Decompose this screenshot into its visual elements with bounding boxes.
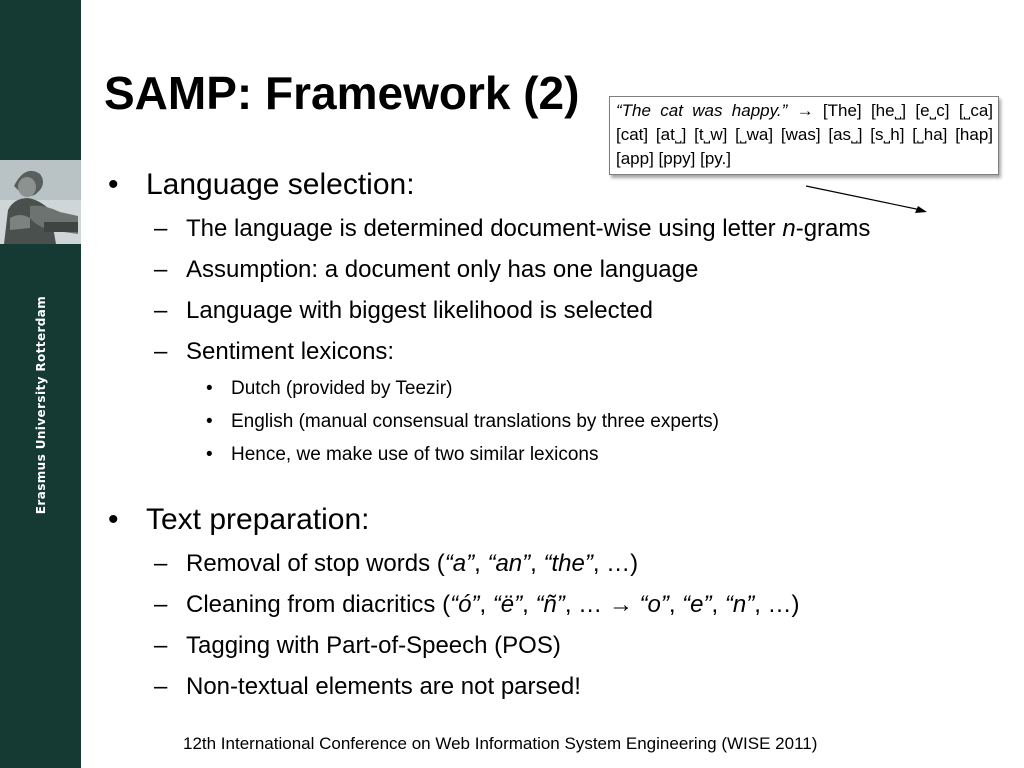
sub-bullet <box>104 625 1009 666</box>
italic-n: n <box>782 215 796 242</box>
university-name: Erasmus University Rotterdam <box>34 295 48 515</box>
ngram-list: [The] [he˽] [e˽c] [˽ca] [cat] [at˽] [t˽w] [˽wa] [was] [as˽] [s˽h] [˽ha] [hap] [app] [ppy] [py.] <box>616 101 993 168</box>
sub-sub-bullet-text: Hence, we make use of two similar lexicons <box>231 444 599 465</box>
sub-sub-bullet <box>104 405 1009 438</box>
arrow-glyph: → <box>787 101 823 120</box>
sub-bullet-text: Tagging with Part-of-Speech (POS) <box>186 632 561 659</box>
sub-bullet <box>104 331 1009 372</box>
sub-bullet-text: Removal of stop words (“a”, “an”, “the”, …) <box>186 550 639 577</box>
sub-bullet <box>104 290 1009 331</box>
sub-bullet-text: Sentiment lexicons: <box>186 338 395 365</box>
bullet-text: Text preparation: <box>146 503 370 536</box>
sub-bullet-text: Language with biggest likelihood is selected <box>186 297 653 324</box>
sub-bullet-text: Non-textual elements are not parsed! <box>186 673 581 700</box>
dash-marker: – <box>154 591 168 618</box>
bullet-text-preparation <box>104 497 1009 543</box>
small-bullet-marker: • <box>206 411 213 432</box>
sub-bullet <box>104 208 1009 249</box>
sub-sub-bullet <box>104 372 1009 405</box>
bullet-text: Language selection: <box>146 168 415 201</box>
sub-sub-bullet <box>104 438 1009 471</box>
sub-bullet <box>104 543 1009 584</box>
slide-title: SAMP: Framework (2) <box>104 67 580 119</box>
dash-marker: – <box>154 550 168 577</box>
dash-marker: – <box>154 297 168 324</box>
dash-marker: – <box>154 338 168 365</box>
sub-sub-bullet-text: Dutch (provided by Teezir) <box>231 378 453 399</box>
dash-marker: – <box>154 256 168 283</box>
small-bullet-marker: • <box>206 378 213 399</box>
sub-bullet-text: Cleaning from diacritics (“ó”, “ë”, “ñ”, … → “o”, “e”, “n”, …) <box>186 591 800 618</box>
dash-marker: – <box>154 215 168 242</box>
dash-marker: – <box>154 632 168 659</box>
bullet-marker: • <box>108 168 119 201</box>
dash-marker: – <box>154 673 168 700</box>
sub-bullet <box>104 584 1009 625</box>
sub-sub-bullet-text: English (manual consensual translations by three experts) <box>231 411 719 432</box>
sub-bullet-text: Assumption: a document only has one language <box>186 256 699 283</box>
sub-bullet <box>104 666 1009 707</box>
sub-bullet <box>104 249 1009 290</box>
sidebar <box>0 0 81 768</box>
bullet-marker: • <box>108 503 119 536</box>
small-bullet-marker: • <box>206 444 213 465</box>
ngram-example-callout <box>609 96 999 175</box>
example-sentence: “The cat was happy.” <box>616 101 788 120</box>
footer-conference: 12th International Conference on Web Information System Engineering (WISE 2011) <box>183 734 818 753</box>
slide-body <box>104 162 1009 707</box>
erasmus-statue-image <box>0 160 81 244</box>
sub-bullet-text: The language is determined document-wise using letter n-grams <box>186 215 871 242</box>
